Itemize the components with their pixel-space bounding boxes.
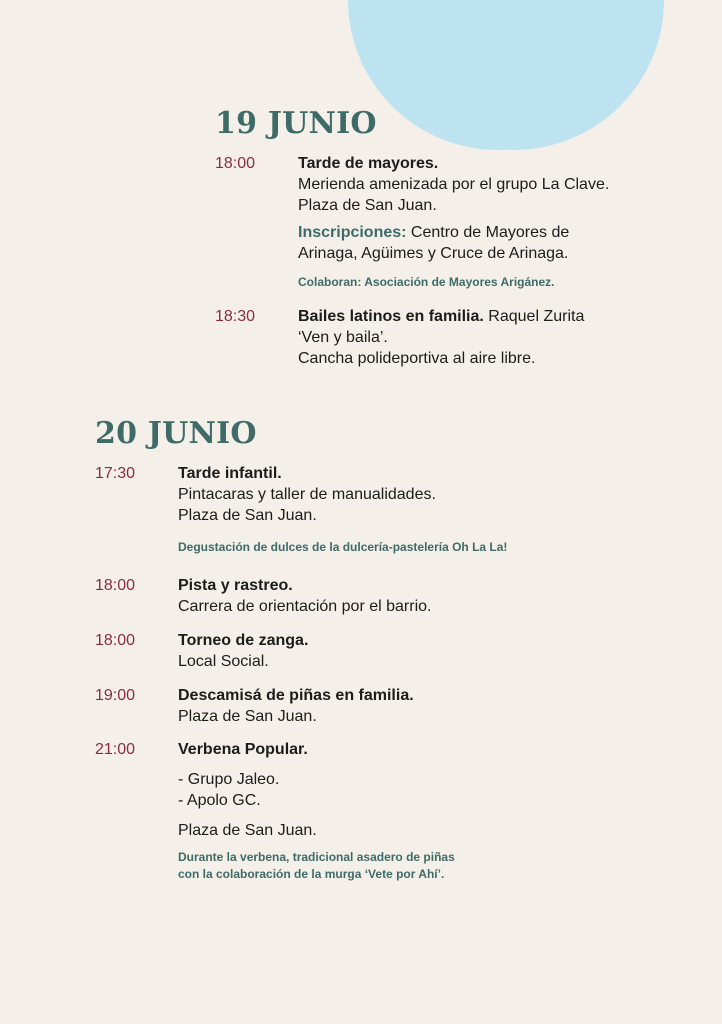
event-title-line <box>298 306 638 327</box>
event-line: Pintacaras y taller de manualidades. <box>178 486 436 503</box>
event-title: Pista y rastreo. <box>178 577 293 594</box>
event-line: Plaza de San Juan. <box>178 507 317 524</box>
event-time: 18:30 <box>215 308 256 325</box>
event-note: Colaboran: Asociación de Mayores Arigánez. <box>298 275 555 289</box>
event-place: Plaza de San Juan. <box>178 822 317 839</box>
event-note: con la colaboración de la murga ‘Vete por Ahí’. <box>178 867 445 881</box>
event-line: ‘Ven y baila’. <box>298 329 388 346</box>
event-title-rest: Raquel Zurita <box>483 308 585 325</box>
event-title: Torneo de zanga. <box>178 632 309 649</box>
event-title: Tarde de mayores. <box>298 155 439 172</box>
decorative-blue-blob <box>348 0 664 150</box>
event-line: Cancha polideportiva al aire libre. <box>298 350 536 367</box>
inscriptions-text <box>298 222 638 243</box>
event-description <box>178 575 578 617</box>
event-description <box>178 739 578 883</box>
inscriptions-label: Inscripciones: <box>298 224 407 241</box>
event-line: Plaza de San Juan. <box>298 197 437 214</box>
event-note: Durante la verbena, tradicional asadero de piñas <box>178 850 455 864</box>
event-description <box>298 306 638 369</box>
event-time: 17:30 <box>95 465 136 482</box>
event-note: Degustación de dulces de la dulcería-pastelería Oh La La! <box>178 540 508 554</box>
event-line: Plaza de San Juan. <box>178 708 317 725</box>
event-time: 18:00 <box>215 155 256 172</box>
event-description <box>178 685 578 727</box>
event-time: 18:00 <box>95 577 136 594</box>
event-time: 19:00 <box>95 687 136 704</box>
event-time: 18:00 <box>95 632 136 649</box>
inscriptions-line-2: Arinaga, Agüimes y Cruce de Arinaga. <box>298 245 569 262</box>
day-heading-19-junio: 19 JUNIO <box>215 106 377 141</box>
day-heading-20-junio: 20 JUNIO <box>95 416 257 451</box>
event-title: Descamisá de piñas en familia. <box>178 687 414 704</box>
event-group: - Grupo Jaleo. <box>178 771 280 788</box>
event-description <box>178 630 578 672</box>
event-title: Bailes latinos en familia. <box>298 308 484 325</box>
event-description <box>178 463 578 556</box>
event-title: Verbena Popular. <box>178 741 308 758</box>
event-group: - Apolo GC. <box>178 792 261 809</box>
event-title: Tarde infantil. <box>178 465 282 482</box>
event-line: Local Social. <box>178 653 269 670</box>
event-line: Carrera de orientación por el barrio. <box>178 598 432 615</box>
event-time: 21:00 <box>95 741 136 758</box>
inscriptions-line-1: Centro de Mayores de <box>406 224 570 241</box>
event-line: Merienda amenizada por el grupo La Clave. <box>298 176 610 193</box>
event-description <box>298 153 638 291</box>
